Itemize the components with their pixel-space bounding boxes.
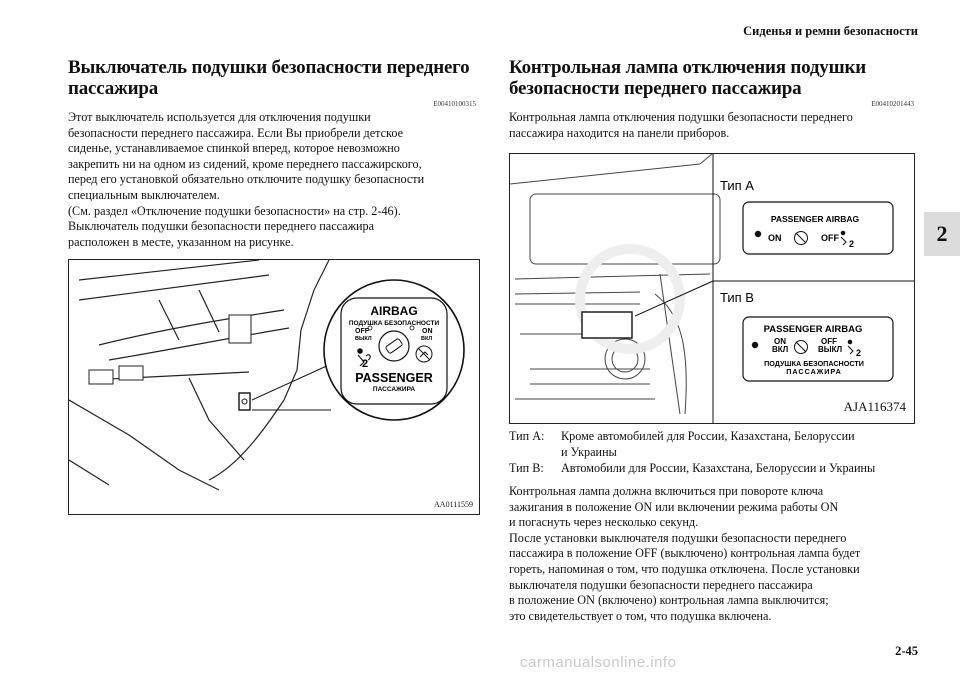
left-line: безопасности переднего пассажира. Если Вы приобрели детское [68,125,403,140]
type-b-label: Тип B [720,290,754,305]
type-b-off: OFF [821,337,837,346]
type-b-on: ON [774,337,786,346]
left-body [68,110,480,250]
right-line: Контрольная лампа должна включиться при повороте ключа [509,484,824,498]
right-line: После установки выключателя подушки безопасности переднего [509,530,847,545]
left-heading [68,57,478,99]
note-row-type-b [509,460,929,476]
on-label: ON [422,328,433,335]
left-line: закрепить ни на одном из сидений, кроме переднего пассажирского, [68,156,422,171]
passenger-ru-label: ПАССАЖИРА [372,386,416,393]
off-ru-label: ВЫКЛ [355,336,372,342]
type-a-off: OFF [821,233,839,243]
running-header: Сиденья и ремни безопасности [743,24,918,38]
watermark-text: carmanualsonline.info [520,654,677,671]
airbag-number-label: 2 [362,358,369,370]
type-b-ru-line1: ПОДУШКА БЕЗОПАСНОСТИ [764,359,864,368]
type-b-on-ru: ВКЛ [772,345,789,354]
right-line: и погаснуть через несколько секунд. [509,515,699,530]
type-b-num: 2 [856,348,862,358]
right-line: зажигания в положение ON или включении режима работы ON [509,499,839,514]
right-intro-line: Контрольная лампа отключения подушки безопасности переднего [509,110,853,124]
left-line: (См. раздел «Отключение подушки безопасности» на стр. 2-46). [68,203,401,218]
left-line: расположен в месте, указанном на рисунке. [68,234,294,249]
type-notes [509,428,929,476]
right-heading-line2: безопасности переднего пассажира [509,78,802,99]
right-heading [509,57,929,99]
type-a-label: Тип A [720,178,754,193]
type-a-on: ON [768,233,782,243]
passenger-label: PASSENGER [355,371,433,385]
left-line: перед его установкой обязательно отключите подушку безопасности [68,172,425,187]
off-label: OFF [355,328,369,335]
right-heading-line1: Контрольная лампа отключения подушки [509,57,866,78]
type-b-ru-line2: ПАССАЖИРА [786,367,842,376]
left-line: Выключатель подушки безопасности переднего пассажира [68,219,375,234]
switch-location-illustration [69,260,479,514]
type-b-title: PASSENGER AIRBAG [763,324,863,335]
indicator-lamp-figure [509,153,915,424]
left-figure-id: AA0111559 [434,500,473,509]
left-heading-line1: Выключатель подушки безопасности переднего [68,57,470,78]
left-line: Этот выключатель используется для отключения подушки [68,110,371,124]
airbag-ru-label: ПОДУШКА БЕЗОПАСНОСТИ [348,320,440,327]
note-key: Тип B: [509,461,544,475]
on-ru-label: ВКЛ [421,336,433,342]
note-row-type-a [509,428,929,460]
left-heading-line2: пассажира [68,78,159,99]
note-value-line: Кроме автомобилей для России, Казахстана, Белоруссии [561,429,855,443]
right-line: в положение ON (включено) контрольная лампа выключится; [509,593,829,608]
type-b-off-ru: ВЫКЛ [818,345,843,354]
airbag-label: AIRBAG [370,304,418,318]
note-value-line: Автомобили для России, Казахстана, Белоруссии и Украины [561,461,876,475]
right-line: пассажира в положение OFF (выключено) контрольная лампа будет [509,546,861,561]
note-value [561,460,929,476]
right-intro-line: пассажира находится на панели приборов. [509,125,730,140]
note-value-line: и Украины [561,445,617,459]
switch-location-figure [68,259,480,515]
right-intro [509,110,921,141]
left-line: сиденье, устанавливаемое спинкой вперед, которое невозможно [68,141,400,156]
left-line: специальным выключателем. [68,187,220,202]
page-number: 2-45 [895,644,918,658]
chapter-tab: 2 [924,212,960,256]
note-value [561,428,929,460]
right-line: это свидетельствует о том, что подушка включена. [509,608,772,623]
type-a-title: PASSENGER AIRBAG [770,214,860,224]
left-section-code: E00410100315 [433,100,476,108]
right-body [509,484,929,624]
right-figure-id: AJA116374 [843,399,906,414]
type-a-num: 2 [849,239,855,249]
right-section-code: E00410201443 [871,100,914,108]
right-line: гореть, напоминая о том, что подушка отключена. После установки [509,561,860,576]
note-key: Тип A: [509,429,545,443]
right-line: выключателя подушки безопасности переднего пассажира [509,577,813,592]
instrument-panel-illustration [510,154,914,423]
